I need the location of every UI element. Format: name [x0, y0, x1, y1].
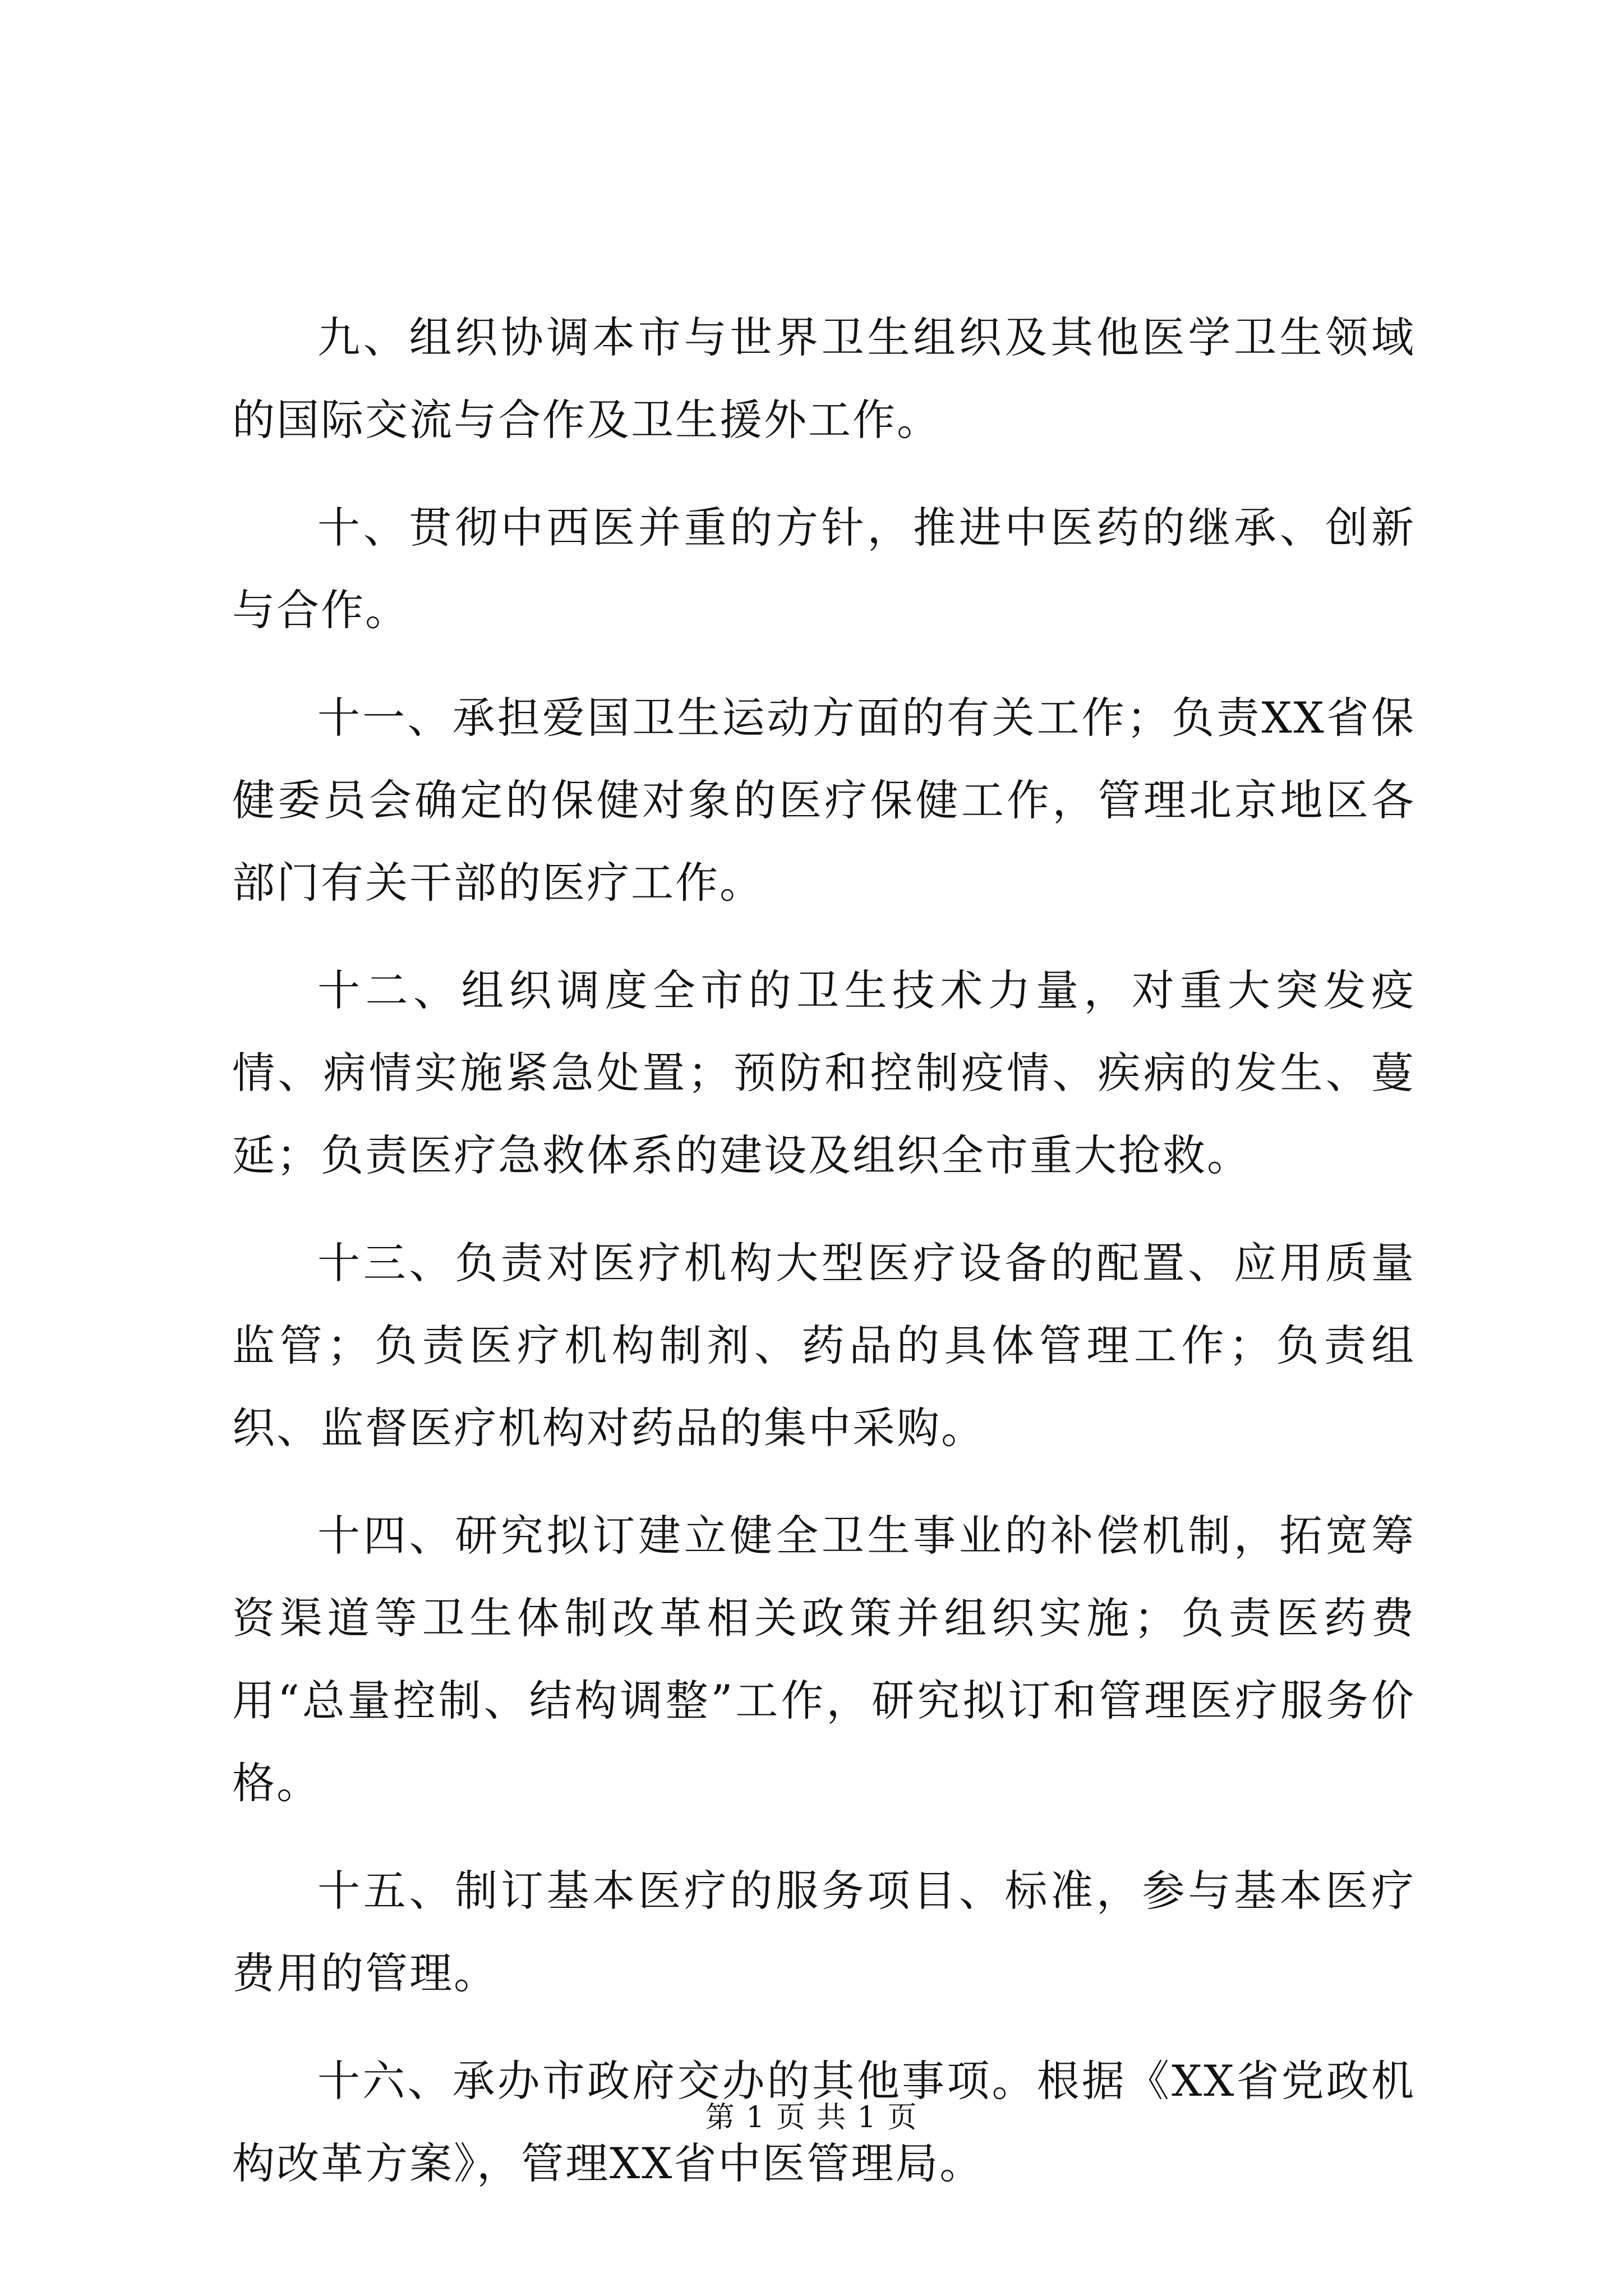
paragraph-item-15: 十五、制订基本医疗的服务项目、标准，参与基本医疗费用的管理。 — [232, 1866, 1415, 1998]
paragraph-item-11: 十一、承担爱国卫生运动方面的有关工作；负责XX省保健委员会确定的保健对象的医疗保健工作，管理北京地区各部门有关干部的医疗工作。 — [232, 693, 1415, 908]
paragraph-item-14: 十四、研究拟订建立健全卫生事业的补偿机制，拓宽筹资渠道等卫生体制改革相关政策并组织实施；负责医药费用“总量控制、结构调整”工作，研究拟订和管理医疗服务价格。 — [232, 1511, 1415, 1808]
paragraph-item-16: 十六、承办市政府交办的其他事项。根据《XX省党政机构改革方案》，管理XX省中医管理局。 — [232, 2056, 1415, 2188]
paragraph-item-10: 十、贯彻中西医并重的方针，推进中医药的继承、创新与合作。 — [232, 503, 1415, 635]
paragraph-item-12: 十二、组织调度全市的卫生技术力量，对重大突发疫情、病情实施紧急处置；预防和控制疫情、疾病的发生、蔓延；负责医疗急救体系的建设及组织全市重大抢救。 — [232, 965, 1415, 1180]
paragraph-item-13: 十三、负责对医疗机构大型医疗设备的配置、应用质量监管；负责医疗机构制剂、药品的具体管理工作；负责组织、监督医疗机构对药品的集中采购。 — [232, 1238, 1415, 1453]
paragraph-item-9: 九、组织协调本市与世界卫生组织及其他医学卫生领域的国际交流与合作及卫生援外工作。 — [232, 312, 1415, 445]
page-footer: 第 1 页 共 1 页 — [705, 2101, 918, 2134]
document-body — [232, 296, 1415, 2230]
